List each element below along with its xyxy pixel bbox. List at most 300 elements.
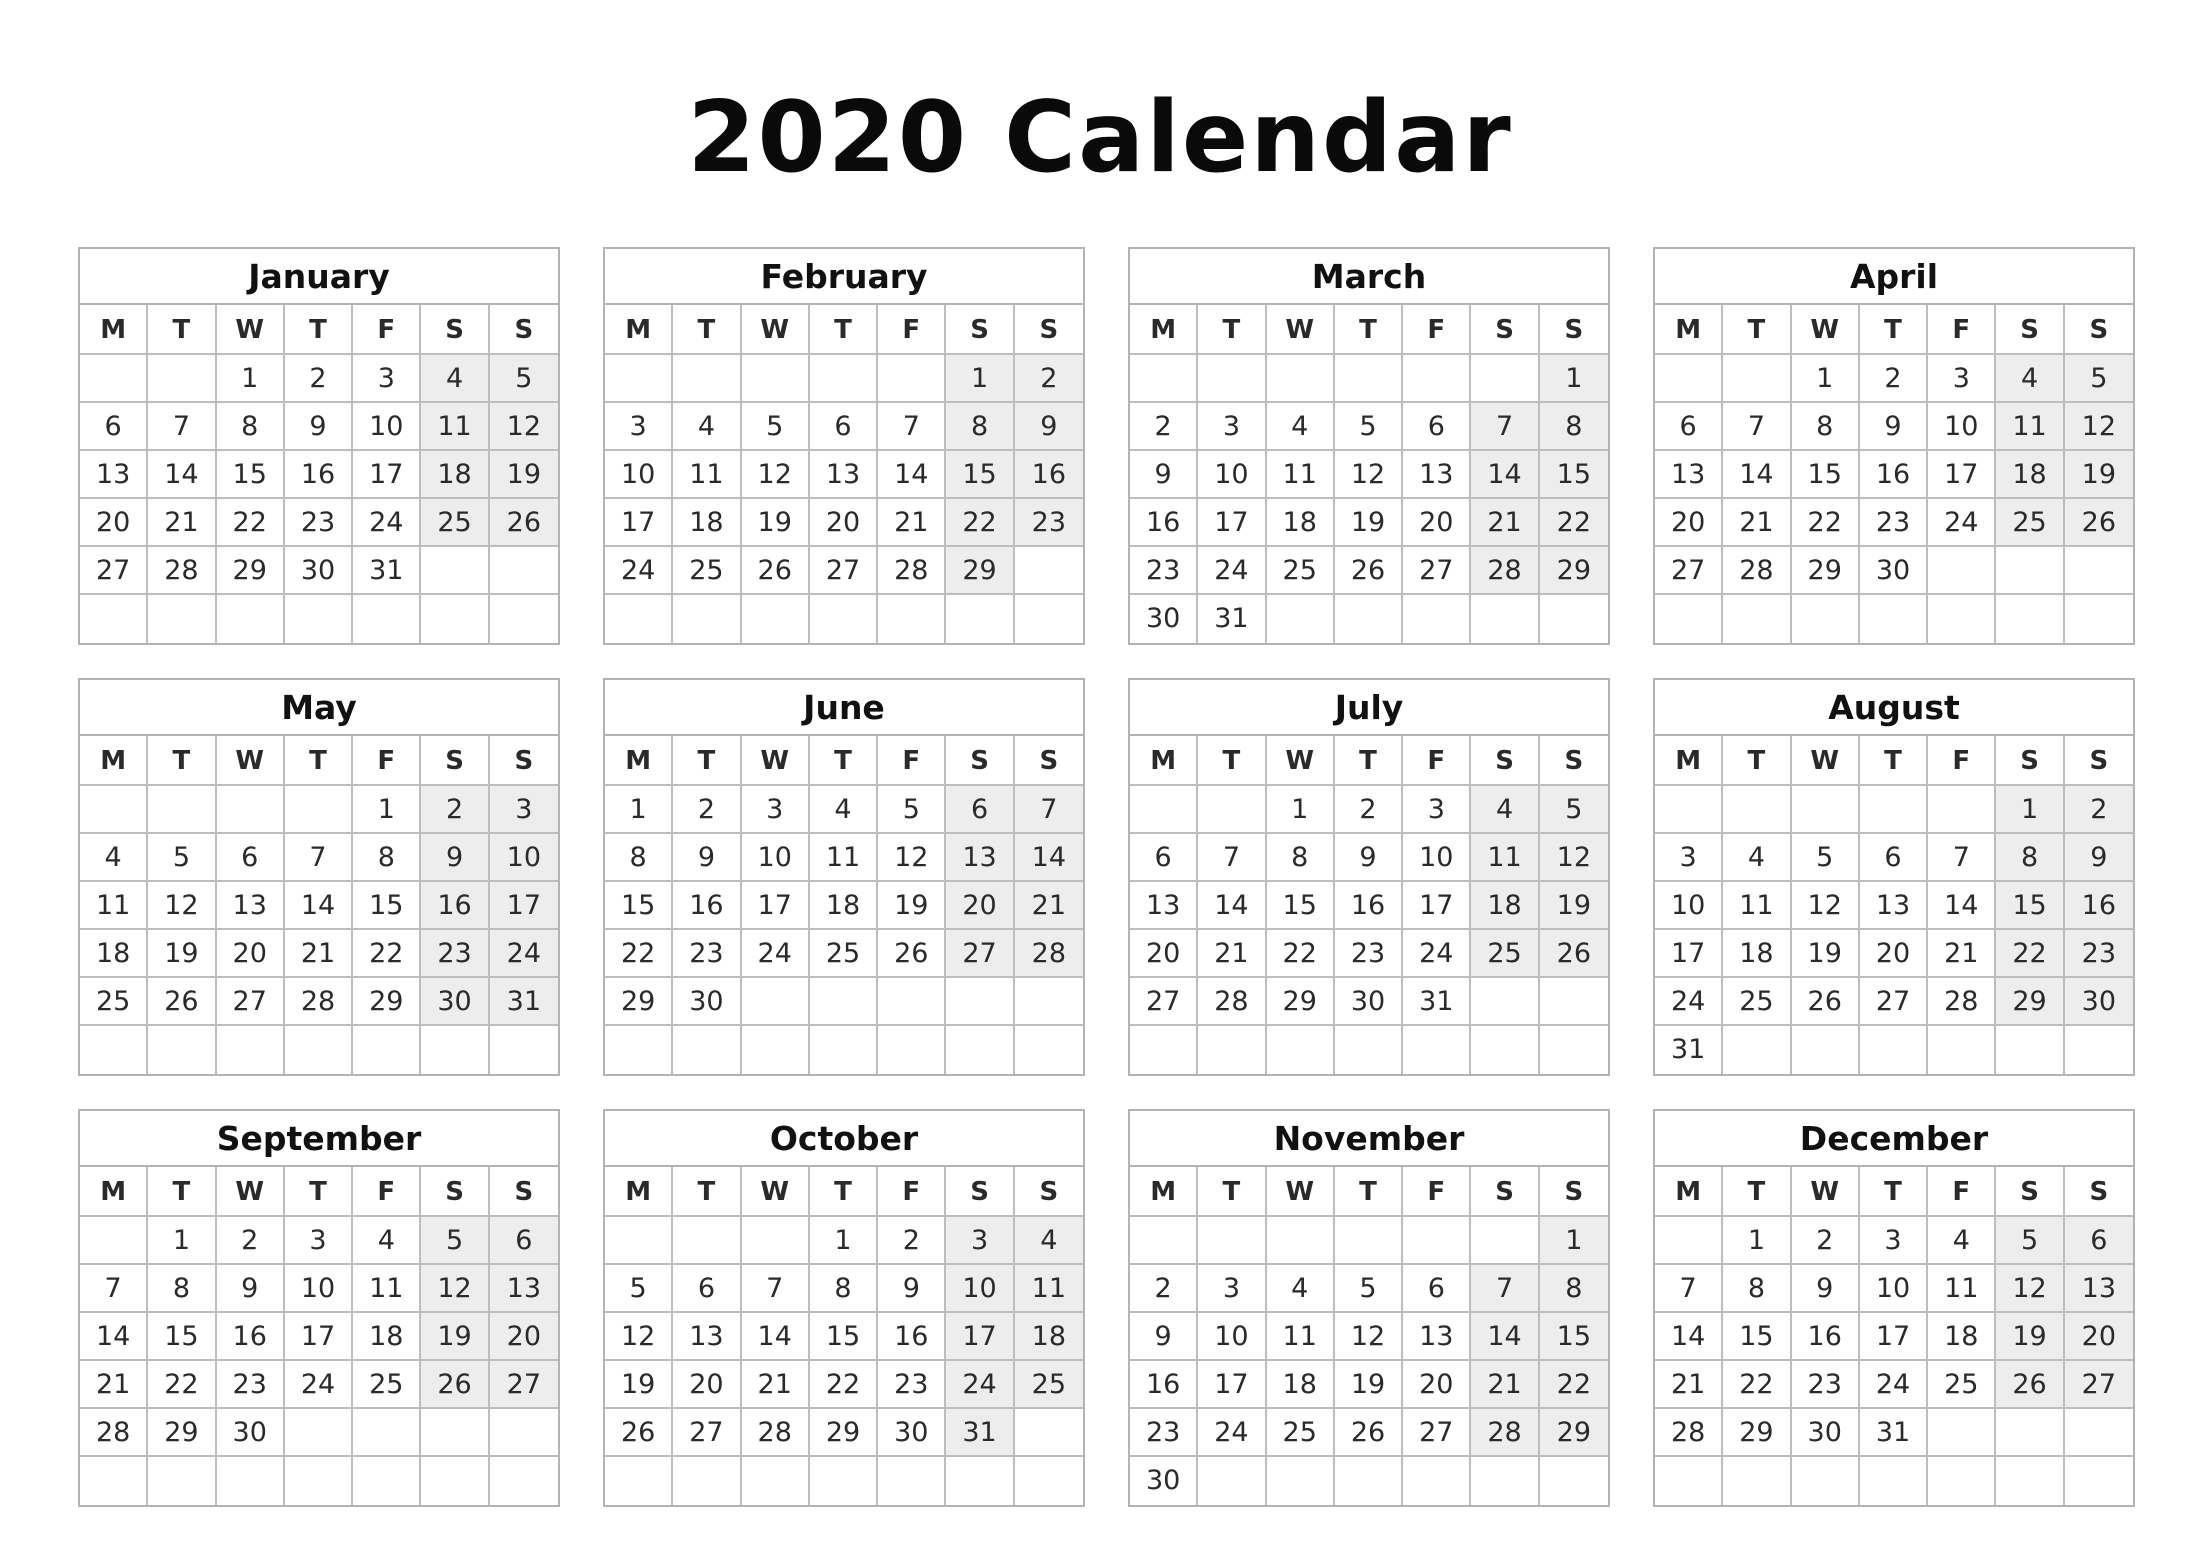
day-cell: 11 [673, 451, 741, 499]
empty-cell [1403, 1217, 1471, 1265]
day-cell: 22 [217, 499, 285, 547]
empty-cell [1198, 1026, 1266, 1074]
day-cell: 5 [742, 403, 810, 451]
day-cell: 5 [878, 786, 946, 834]
day-cell: 29 [1540, 1409, 1608, 1457]
day-cell: 23 [2065, 930, 2133, 978]
day-cell: 1 [946, 355, 1014, 403]
day-cell: 15 [217, 451, 285, 499]
empty-cell [285, 1457, 353, 1505]
day-cell: 13 [490, 1265, 558, 1313]
empty-cell [490, 1409, 558, 1457]
day-cell: 3 [1403, 786, 1471, 834]
day-cell: 1 [217, 355, 285, 403]
weekday-header: S [421, 1167, 489, 1217]
weekday-header: T [148, 736, 216, 786]
weekday-header: S [1015, 736, 1083, 786]
day-cell: 27 [673, 1409, 741, 1457]
day-cell: 22 [1540, 1361, 1608, 1409]
day-cell: 21 [80, 1361, 148, 1409]
day-cell: 8 [148, 1265, 216, 1313]
empty-cell [1267, 1457, 1335, 1505]
day-cell: 24 [1860, 1361, 1928, 1409]
day-cell: 29 [353, 978, 421, 1026]
day-cell: 7 [1471, 403, 1539, 451]
empty-cell [673, 1026, 741, 1074]
day-cell: 31 [946, 1409, 1014, 1457]
day-cell: 28 [1655, 1409, 1723, 1457]
empty-cell [1335, 1217, 1403, 1265]
empty-cell [148, 1457, 216, 1505]
day-cell: 8 [1996, 834, 2064, 882]
day-cell: 6 [1403, 403, 1471, 451]
empty-cell [673, 1217, 741, 1265]
day-cell: 18 [673, 499, 741, 547]
day-cell: 12 [1540, 834, 1608, 882]
month-july [1128, 678, 1610, 1076]
weekday-header: M [1655, 1167, 1723, 1217]
month-august [1653, 678, 2135, 1076]
weekday-header: T [673, 305, 741, 355]
empty-cell [742, 355, 810, 403]
day-grid [605, 305, 1083, 643]
day-cell: 17 [742, 882, 810, 930]
day-cell: 12 [148, 882, 216, 930]
empty-cell [80, 595, 148, 643]
weekday-header: F [878, 1167, 946, 1217]
empty-cell [490, 1026, 558, 1074]
day-cell: 2 [1792, 1217, 1860, 1265]
weekday-header: T [285, 305, 353, 355]
day-cell: 6 [1130, 834, 1198, 882]
day-cell: 19 [1335, 499, 1403, 547]
empty-cell [353, 595, 421, 643]
weekday-header: T [1198, 736, 1266, 786]
day-cell: 14 [285, 882, 353, 930]
day-cell: 13 [810, 451, 878, 499]
day-cell: 3 [1198, 403, 1266, 451]
day-cell: 21 [1471, 499, 1539, 547]
calendar-grid [78, 247, 2134, 1507]
day-cell: 9 [285, 403, 353, 451]
day-cell: 6 [1655, 403, 1723, 451]
day-cell: 28 [742, 1409, 810, 1457]
weekday-header: W [742, 1167, 810, 1217]
empty-cell [878, 1457, 946, 1505]
day-cell: 18 [353, 1313, 421, 1361]
day-cell: 15 [946, 451, 1014, 499]
day-cell: 27 [80, 547, 148, 595]
empty-cell [1403, 595, 1471, 643]
empty-cell [1335, 1457, 1403, 1505]
weekday-header: T [810, 736, 878, 786]
month-name: January [80, 249, 558, 305]
day-cell: 31 [1860, 1409, 1928, 1457]
weekday-header: M [80, 305, 148, 355]
day-cell: 6 [490, 1217, 558, 1265]
weekday-header: S [1540, 1167, 1608, 1217]
day-cell: 23 [285, 499, 353, 547]
weekday-header: T [673, 1167, 741, 1217]
day-cell: 24 [742, 930, 810, 978]
day-cell: 19 [1540, 882, 1608, 930]
day-cell: 12 [1996, 1265, 2064, 1313]
day-grid [1655, 305, 2133, 643]
day-cell: 10 [946, 1265, 1014, 1313]
day-cell: 16 [1860, 451, 1928, 499]
day-cell: 11 [80, 882, 148, 930]
day-cell: 6 [810, 403, 878, 451]
weekday-header: W [742, 305, 810, 355]
day-cell: 5 [1540, 786, 1608, 834]
empty-cell [80, 1026, 148, 1074]
day-cell: 24 [1655, 978, 1723, 1026]
day-cell: 28 [80, 1409, 148, 1457]
day-cell: 3 [285, 1217, 353, 1265]
day-cell: 26 [742, 547, 810, 595]
day-cell: 10 [1403, 834, 1471, 882]
day-cell: 8 [810, 1265, 878, 1313]
day-cell: 11 [1723, 882, 1791, 930]
day-cell: 23 [1335, 930, 1403, 978]
day-cell: 7 [1655, 1265, 1723, 1313]
day-cell: 26 [1792, 978, 1860, 1026]
day-cell: 14 [1655, 1313, 1723, 1361]
day-cell: 3 [1860, 1217, 1928, 1265]
weekday-header: W [742, 736, 810, 786]
day-cell: 25 [1996, 499, 2064, 547]
weekday-header: T [148, 1167, 216, 1217]
day-cell: 30 [1130, 1457, 1198, 1505]
day-cell: 22 [148, 1361, 216, 1409]
empty-cell [1792, 786, 1860, 834]
month-name: October [605, 1111, 1083, 1167]
weekday-header: S [1540, 305, 1608, 355]
day-cell: 1 [1267, 786, 1335, 834]
empty-cell [2065, 595, 2133, 643]
empty-cell [1198, 1217, 1266, 1265]
day-cell: 17 [1198, 1361, 1266, 1409]
day-cell: 9 [673, 834, 741, 882]
empty-cell [285, 1026, 353, 1074]
day-cell: 20 [1130, 930, 1198, 978]
weekday-header: S [1015, 1167, 1083, 1217]
empty-cell [810, 355, 878, 403]
day-cell: 4 [1996, 355, 2064, 403]
month-name: July [1130, 680, 1608, 736]
day-cell: 22 [353, 930, 421, 978]
day-cell: 20 [1860, 930, 1928, 978]
day-grid [1655, 1167, 2133, 1505]
day-cell: 4 [810, 786, 878, 834]
day-cell: 28 [1928, 978, 1996, 1026]
empty-cell [1723, 595, 1791, 643]
day-cell: 25 [1015, 1361, 1083, 1409]
day-cell: 4 [1471, 786, 1539, 834]
weekday-header: S [1540, 736, 1608, 786]
day-cell: 10 [285, 1265, 353, 1313]
day-cell: 3 [1655, 834, 1723, 882]
day-cell: 25 [421, 499, 489, 547]
empty-cell [1655, 355, 1723, 403]
day-cell: 12 [421, 1265, 489, 1313]
month-february [603, 247, 1085, 645]
weekday-header: W [1792, 736, 1860, 786]
day-cell: 21 [1198, 930, 1266, 978]
day-cell: 10 [742, 834, 810, 882]
day-cell: 29 [1996, 978, 2064, 1026]
day-cell: 8 [946, 403, 1014, 451]
day-cell: 11 [1996, 403, 2064, 451]
day-cell: 24 [285, 1361, 353, 1409]
month-name: May [80, 680, 558, 736]
day-cell: 17 [1928, 451, 1996, 499]
day-grid [1130, 305, 1608, 643]
month-name: August [1655, 680, 2133, 736]
empty-cell [1792, 1457, 1860, 1505]
day-cell: 8 [1540, 1265, 1608, 1313]
day-cell: 19 [1792, 930, 1860, 978]
day-cell: 14 [1471, 1313, 1539, 1361]
day-cell: 12 [1335, 1313, 1403, 1361]
day-cell: 6 [1403, 1265, 1471, 1313]
day-cell: 19 [2065, 451, 2133, 499]
day-grid [1655, 736, 2133, 1074]
empty-cell [673, 595, 741, 643]
empty-cell [1015, 595, 1083, 643]
empty-cell [148, 355, 216, 403]
empty-cell [1198, 355, 1266, 403]
weekday-header: F [353, 305, 421, 355]
day-cell: 15 [1723, 1313, 1791, 1361]
day-cell: 16 [2065, 882, 2133, 930]
day-cell: 27 [490, 1361, 558, 1409]
day-cell: 4 [80, 834, 148, 882]
day-cell: 29 [148, 1409, 216, 1457]
empty-cell [1655, 786, 1723, 834]
day-cell: 15 [1540, 1313, 1608, 1361]
day-cell: 22 [1540, 499, 1608, 547]
day-cell: 28 [1471, 1409, 1539, 1457]
day-cell: 22 [1267, 930, 1335, 978]
weekday-header: M [1130, 305, 1198, 355]
day-cell: 24 [1403, 930, 1471, 978]
month-march [1128, 247, 1610, 645]
day-cell: 19 [421, 1313, 489, 1361]
day-cell: 27 [1860, 978, 1928, 1026]
weekday-header: S [1471, 736, 1539, 786]
weekday-header: T [1198, 305, 1266, 355]
day-cell: 11 [1928, 1265, 1996, 1313]
day-cell: 13 [80, 451, 148, 499]
empty-cell [1792, 595, 1860, 643]
empty-cell [1335, 595, 1403, 643]
day-cell: 21 [1928, 930, 1996, 978]
day-cell: 25 [1928, 1361, 1996, 1409]
day-cell: 2 [1015, 355, 1083, 403]
day-cell: 28 [1015, 930, 1083, 978]
day-cell: 17 [490, 882, 558, 930]
day-cell: 20 [810, 499, 878, 547]
empty-cell [1403, 1026, 1471, 1074]
day-cell: 4 [421, 355, 489, 403]
empty-cell [1860, 595, 1928, 643]
day-cell: 24 [1198, 547, 1266, 595]
day-cell: 11 [1267, 1313, 1335, 1361]
day-cell: 7 [1928, 834, 1996, 882]
empty-cell [1335, 1026, 1403, 1074]
day-cell: 5 [421, 1217, 489, 1265]
empty-cell [2065, 1026, 2133, 1074]
day-cell: 18 [1928, 1313, 1996, 1361]
day-cell: 15 [810, 1313, 878, 1361]
empty-cell [1267, 1217, 1335, 1265]
empty-cell [490, 1457, 558, 1505]
weekday-header: F [1403, 305, 1471, 355]
empty-cell [605, 595, 673, 643]
day-cell: 9 [217, 1265, 285, 1313]
day-cell: 4 [1928, 1217, 1996, 1265]
day-cell: 27 [1130, 978, 1198, 1026]
day-cell: 12 [878, 834, 946, 882]
day-cell: 26 [1335, 547, 1403, 595]
day-cell: 16 [1335, 882, 1403, 930]
month-name: December [1655, 1111, 2133, 1167]
day-cell: 31 [490, 978, 558, 1026]
day-cell: 25 [673, 547, 741, 595]
day-cell: 3 [742, 786, 810, 834]
day-cell: 27 [946, 930, 1014, 978]
day-cell: 24 [946, 1361, 1014, 1409]
day-cell: 28 [878, 547, 946, 595]
day-cell: 13 [1655, 451, 1723, 499]
day-cell: 18 [421, 451, 489, 499]
empty-cell [1471, 1217, 1539, 1265]
day-cell: 9 [1335, 834, 1403, 882]
day-cell: 26 [490, 499, 558, 547]
day-cell: 22 [605, 930, 673, 978]
month-october [603, 1109, 1085, 1507]
empty-cell [742, 1457, 810, 1505]
day-cell: 1 [353, 786, 421, 834]
weekday-header: T [1723, 1167, 1791, 1217]
day-cell: 26 [148, 978, 216, 1026]
day-cell: 2 [285, 355, 353, 403]
day-cell: 11 [1015, 1265, 1083, 1313]
day-grid [80, 736, 558, 1074]
month-name: November [1130, 1111, 1608, 1167]
empty-cell [1198, 1457, 1266, 1505]
empty-cell [2065, 1457, 2133, 1505]
day-cell: 16 [285, 451, 353, 499]
day-cell: 29 [946, 547, 1014, 595]
day-cell: 10 [1928, 403, 1996, 451]
weekday-header: M [1130, 736, 1198, 786]
day-cell: 18 [810, 882, 878, 930]
day-cell: 23 [878, 1361, 946, 1409]
day-cell: 27 [810, 547, 878, 595]
weekday-header: S [421, 305, 489, 355]
empty-cell [1860, 1457, 1928, 1505]
day-cell: 3 [1198, 1265, 1266, 1313]
day-cell: 9 [878, 1265, 946, 1313]
empty-cell [1471, 978, 1539, 1026]
weekday-header: T [810, 305, 878, 355]
day-cell: 20 [2065, 1313, 2133, 1361]
weekday-header: F [878, 305, 946, 355]
day-cell: 12 [2065, 403, 2133, 451]
weekday-header: T [1335, 736, 1403, 786]
empty-cell [285, 786, 353, 834]
day-cell: 4 [1267, 403, 1335, 451]
weekday-header: S [490, 305, 558, 355]
day-cell: 8 [1792, 403, 1860, 451]
day-cell: 20 [673, 1361, 741, 1409]
day-cell: 21 [1471, 1361, 1539, 1409]
day-cell: 25 [80, 978, 148, 1026]
empty-cell [1928, 1409, 1996, 1457]
weekday-header: M [80, 1167, 148, 1217]
day-cell: 14 [1928, 882, 1996, 930]
empty-cell [1267, 595, 1335, 643]
day-cell: 2 [1860, 355, 1928, 403]
day-cell: 4 [353, 1217, 421, 1265]
day-cell: 11 [421, 403, 489, 451]
weekday-header: T [1335, 1167, 1403, 1217]
empty-cell [1267, 1026, 1335, 1074]
empty-cell [1928, 595, 1996, 643]
day-cell: 30 [878, 1409, 946, 1457]
day-cell: 31 [1655, 1026, 1723, 1074]
day-cell: 11 [1471, 834, 1539, 882]
weekday-header: S [1996, 305, 2064, 355]
empty-cell [217, 786, 285, 834]
day-cell: 9 [1792, 1265, 1860, 1313]
day-cell: 20 [1655, 499, 1723, 547]
day-cell: 26 [1996, 1361, 2064, 1409]
day-cell: 30 [285, 547, 353, 595]
day-cell: 23 [1860, 499, 1928, 547]
empty-cell [421, 595, 489, 643]
day-cell: 25 [810, 930, 878, 978]
day-cell: 5 [148, 834, 216, 882]
weekday-header: T [285, 736, 353, 786]
empty-cell [80, 1457, 148, 1505]
day-cell: 26 [1335, 1409, 1403, 1457]
weekday-header: S [421, 736, 489, 786]
day-cell: 2 [1335, 786, 1403, 834]
weekday-header: T [1860, 736, 1928, 786]
day-cell: 28 [148, 547, 216, 595]
empty-cell [1996, 1457, 2064, 1505]
empty-cell [148, 595, 216, 643]
day-cell: 13 [946, 834, 1014, 882]
day-cell: 14 [1471, 451, 1539, 499]
empty-cell [148, 786, 216, 834]
empty-cell [1198, 786, 1266, 834]
month-name: March [1130, 249, 1608, 305]
empty-cell [148, 1026, 216, 1074]
day-cell: 12 [605, 1313, 673, 1361]
weekday-header: S [1471, 305, 1539, 355]
day-cell: 5 [605, 1265, 673, 1313]
day-cell: 10 [1198, 451, 1266, 499]
empty-cell [1403, 1457, 1471, 1505]
empty-cell [1996, 595, 2064, 643]
weekday-header: T [1198, 1167, 1266, 1217]
weekday-header: T [1335, 305, 1403, 355]
weekday-header: S [1996, 736, 2064, 786]
